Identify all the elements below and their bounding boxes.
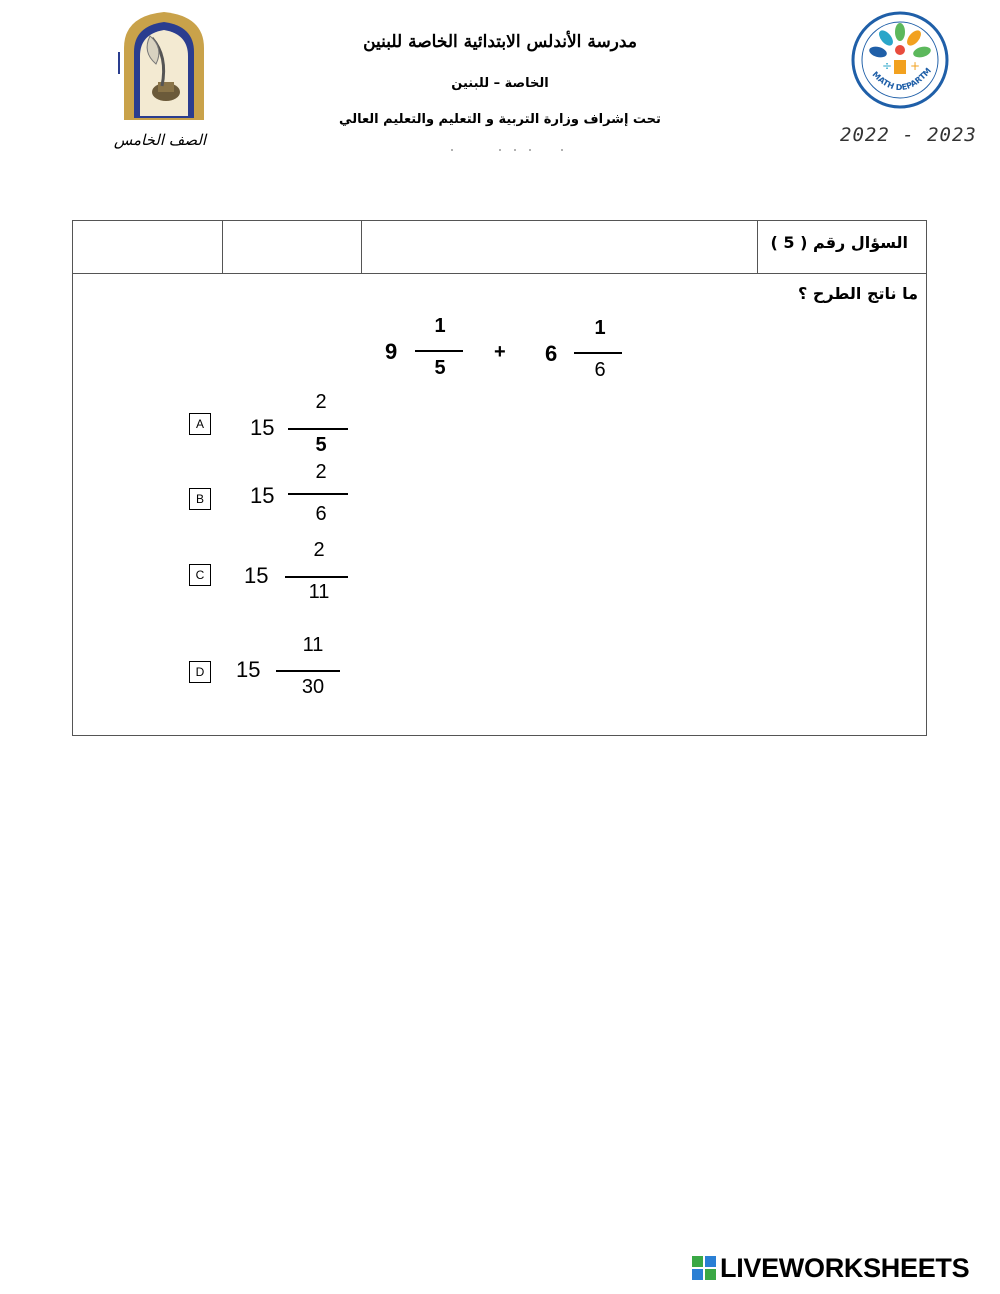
school-crest-icon xyxy=(112,8,216,122)
math-department-logo-icon xyxy=(850,10,950,110)
faded-text-line xyxy=(440,140,570,150)
school-name: مدرسة الأندلس الابتدائية الخاصة للبنين xyxy=(363,32,637,52)
expr-right-numerator: 1 xyxy=(594,317,606,339)
option-a-numerator: 2 xyxy=(315,391,327,413)
option-d-denominator: 30 xyxy=(301,676,325,698)
option-b-checkbox[interactable]: B xyxy=(189,488,211,510)
expr-left-whole: 9 xyxy=(385,339,398,364)
option-b-denominator: 6 xyxy=(315,503,327,525)
expr-right-denominator: 6 xyxy=(594,359,606,381)
option-a-whole: 15 xyxy=(250,415,275,440)
option-d-whole: 15 xyxy=(236,657,261,682)
option-b-fraction-bar xyxy=(288,493,348,495)
liveworksheets-icon xyxy=(692,1256,718,1284)
svg-text:+: + xyxy=(910,59,921,73)
question-number: السؤال رقم ( 5 ) xyxy=(770,233,908,252)
option-c-checkbox[interactable]: C xyxy=(189,564,211,586)
expr-right-fraction-bar xyxy=(574,352,622,354)
score-cell-2 xyxy=(223,221,362,273)
option-c-whole: 15 xyxy=(244,563,269,588)
option-b-whole: 15 xyxy=(250,483,275,508)
math-department-text: MATH DEPARTM xyxy=(870,66,934,93)
option-a-checkbox[interactable]: A xyxy=(189,413,211,435)
question-header-row xyxy=(73,221,926,274)
supervision-line: تحت إشراف وزارة التربية و التعليم والتعليم العالي xyxy=(339,112,661,127)
option-c-denominator: 11 xyxy=(308,581,330,603)
option-d-numerator: 11 xyxy=(302,634,324,656)
option-c-fraction-bar xyxy=(285,576,348,578)
expr-operator: + xyxy=(494,341,506,363)
expr-left-numerator: 1 xyxy=(434,315,446,337)
option-a-fraction-bar xyxy=(288,428,348,430)
score-cell-1 xyxy=(73,221,223,273)
option-d-fraction-bar xyxy=(276,670,340,672)
blank-cell xyxy=(362,221,758,273)
liveworksheets-brand xyxy=(690,1250,990,1286)
liveworksheets-text: LIVEWORKSHEETS xyxy=(720,1253,970,1283)
question-prompt: ما ناتج الطرح ؟ xyxy=(797,284,918,303)
school-subtitle: الخاصة – للبنين xyxy=(451,76,549,91)
option-b-numerator: 2 xyxy=(315,461,327,483)
expr-right-whole: 6 xyxy=(545,341,558,366)
option-c-numerator: 2 xyxy=(313,539,325,561)
school-year: 2022 - 2023 xyxy=(840,124,977,146)
expr-left-fraction-bar xyxy=(415,350,463,352)
expr-left-denominator: 5 xyxy=(434,357,446,379)
question-table xyxy=(72,220,927,736)
option-a-denominator: 5 xyxy=(315,434,327,456)
option-d-checkbox[interactable]: D xyxy=(189,661,211,683)
grade-label: الصف الخامس xyxy=(113,131,207,149)
svg-text:÷: ÷ xyxy=(882,59,893,73)
